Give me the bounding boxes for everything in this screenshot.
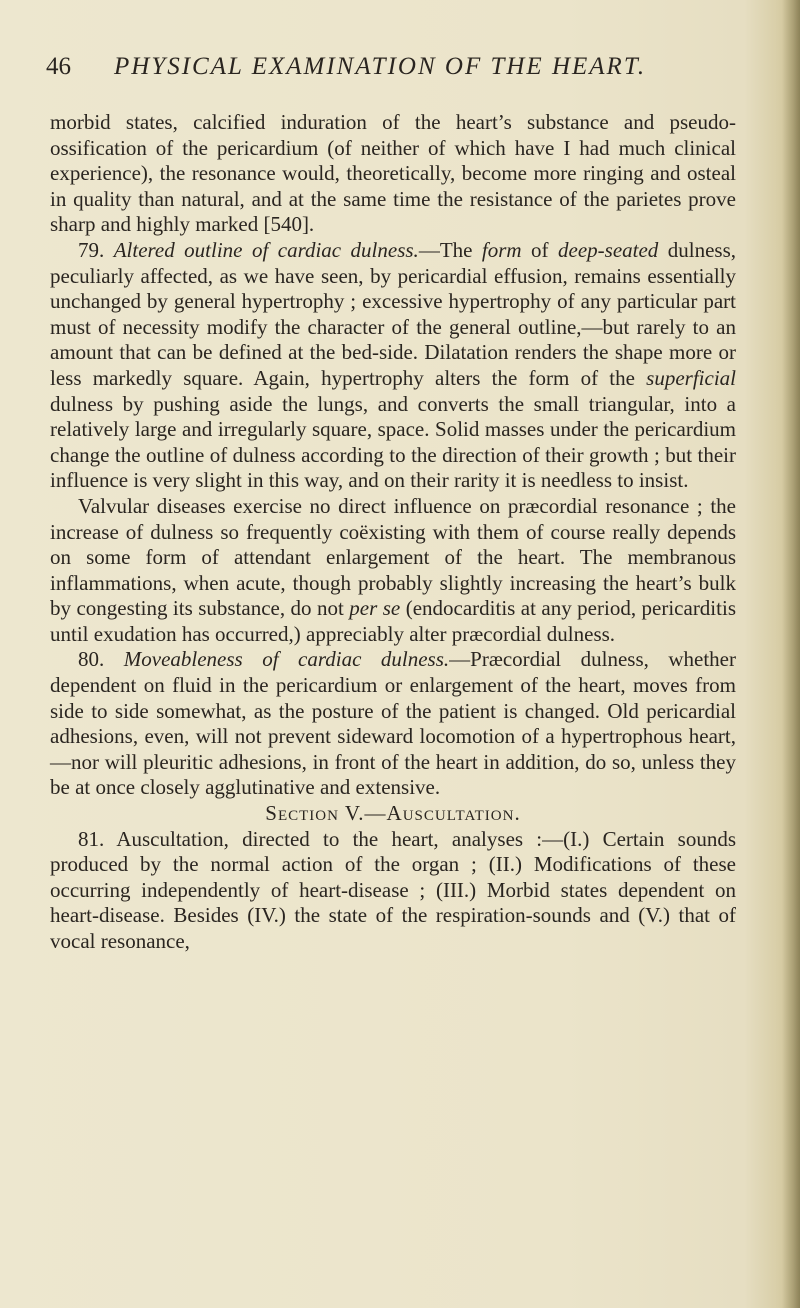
text-run: of xyxy=(521,237,559,262)
italic-term: per se xyxy=(349,596,401,621)
text-run: dulness by pushing aside the lungs, and converts the small triangular, into a relatively large and irregularly square, space. Solid masses under the pericardium change the outline of dulness according to the direction of their growth ; but their influence is very slight in this way, and on their rarity it is needless to insist. xyxy=(50,391,736,493)
page-edge-shadow xyxy=(782,0,800,1308)
paragraph-title: Moveableness of cardiac dulness. xyxy=(123,647,450,672)
text-run: Valvular diseases exercise no direct influence on præcordial resonance ; the increase of dulness so frequently coëxisting with them of course really depends on some form of attendant enlargement of the heart. The membranous inflammations, when acute, though probably slightly increasing the heart’s bulk by congesting its substance, do not xyxy=(50,493,736,621)
section-heading: Section V.—Auscultation. xyxy=(265,801,521,826)
italic-term: deep-seated xyxy=(558,237,659,262)
text-run: (endocarditis at any period, pericarditis until exudation has occurred,) appreciably alter præcordial dulness. xyxy=(50,596,736,646)
paragraph-number: 79. xyxy=(78,237,105,262)
body-text xyxy=(50,110,736,955)
text-run: dulness, peculiarly affected, as we have seen, by pericardial effusion, remains essentially unchanged by general hypertrophy ; excessive hypertrophy of any particular part must of necessity modify the character of the general outline,—but rarely to an amount that can be defined at the bed-side. Dilatation renders the shape more or less markedly square. Again, hypertrophy alters the form of the xyxy=(50,237,737,390)
text-run: —The xyxy=(418,237,482,262)
paragraph-81: 81. Auscultation, directed to the heart, analyses :—(I.) Certain sounds produced by the normal action of the organ ; (II.) Modifications of these occurring independently of heart-disease ; (III.) Morbid states dependent on heart-disease. Besides (IV.) the state of the respiration-sounds and (V.) that of vocal resonance, xyxy=(50,826,736,953)
paragraph-title: Altered outline of cardiac dulness. xyxy=(113,237,419,262)
page-header xyxy=(46,52,746,86)
paragraph-valvular xyxy=(50,494,736,648)
italic-term: form xyxy=(481,237,522,262)
paragraph-80 xyxy=(50,647,736,801)
paragraph-79 xyxy=(50,238,736,494)
running-head: PHYSICAL EXAMINATION OF THE HEART. xyxy=(114,53,647,80)
paragraph-number: 80. xyxy=(78,647,105,672)
page-number: 46 xyxy=(46,53,71,80)
paragraph-continued: morbid states, calcified induration of the heart’s substance and pseudo-ossification of the pericardium (of neither of which have I had much clinical experience), the resonance would, theoretically, become more ringing and osteal in quality than natural, and at the same time the resistance of the parietes prove sharp and highly marked [540]. xyxy=(50,110,736,237)
text-run: —Præcordial dulness, whether dependent on fluid in the pericardium or enlargement of the heart, moves from side to side somewhat, as the posture of the patient is changed. Old pericardial adhesions, even, will not prevent sideward locomotion of a hypertrophous heart,—nor will pleuritic adhesions, in front of the heart in addition, do so, unless they be at once closely agglutinative and extensive. xyxy=(50,647,736,800)
italic-term: superficial xyxy=(646,365,736,390)
